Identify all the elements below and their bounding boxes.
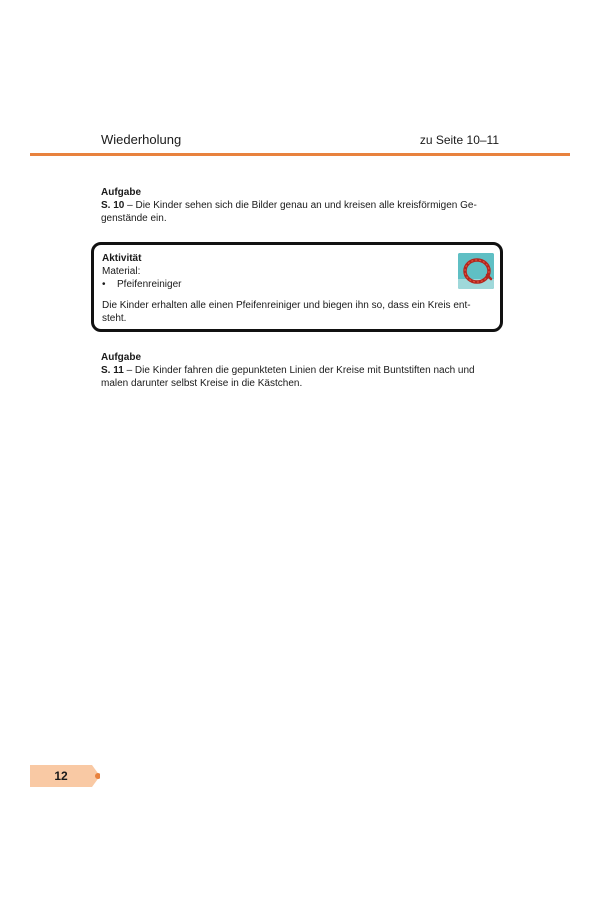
task-text (101, 364, 496, 377)
task-block-1 (101, 186, 496, 225)
page-number: 12 (54, 769, 68, 783)
page-header (101, 132, 499, 147)
activity-text-line1: Die Kinder erhalten alle einen Pfeifenreiniger und biegen ihn so, dass ein Kreis ent- (102, 300, 471, 311)
page-reference: zu Seite 10–11 (419, 133, 499, 147)
material-label: Material: (102, 266, 141, 277)
task-heading: Aufgabe (101, 352, 141, 363)
activity-box (91, 242, 503, 332)
pipe-cleaner-photo (458, 253, 494, 289)
activity-text-line2: steht. (102, 313, 127, 324)
task-text-line1: – Die Kinder fahren die gepunkteten Linien der Kreise mit Buntstiften nach und (123, 365, 475, 376)
task-text (101, 199, 496, 212)
task-heading: Aufgabe (101, 187, 141, 198)
task-page-ref: S. 10 (101, 200, 125, 211)
activity-heading: Aktivität (102, 253, 142, 264)
material-item: Pfeifenreiniger (117, 279, 182, 290)
page-number-tab (30, 765, 100, 787)
task-text-line2: genstände ein. (101, 213, 167, 224)
task-block-2 (101, 351, 496, 390)
header-divider (30, 153, 570, 156)
task-text-line1: – Die Kinder sehen sich die Bilder genau an und kreisen alle kreisförmigen Ge- (124, 200, 477, 211)
material-list (102, 278, 497, 291)
bullet: • (102, 279, 106, 290)
task-text-line2: malen darunter selbst Kreise in die Kästchen. (101, 378, 303, 389)
pipe-cleaner-ring-icon (458, 253, 494, 289)
activity-text (102, 299, 497, 325)
section-title: Wiederholung (101, 132, 182, 147)
list-item (102, 278, 497, 291)
task-page-ref: S. 11 (101, 365, 124, 376)
